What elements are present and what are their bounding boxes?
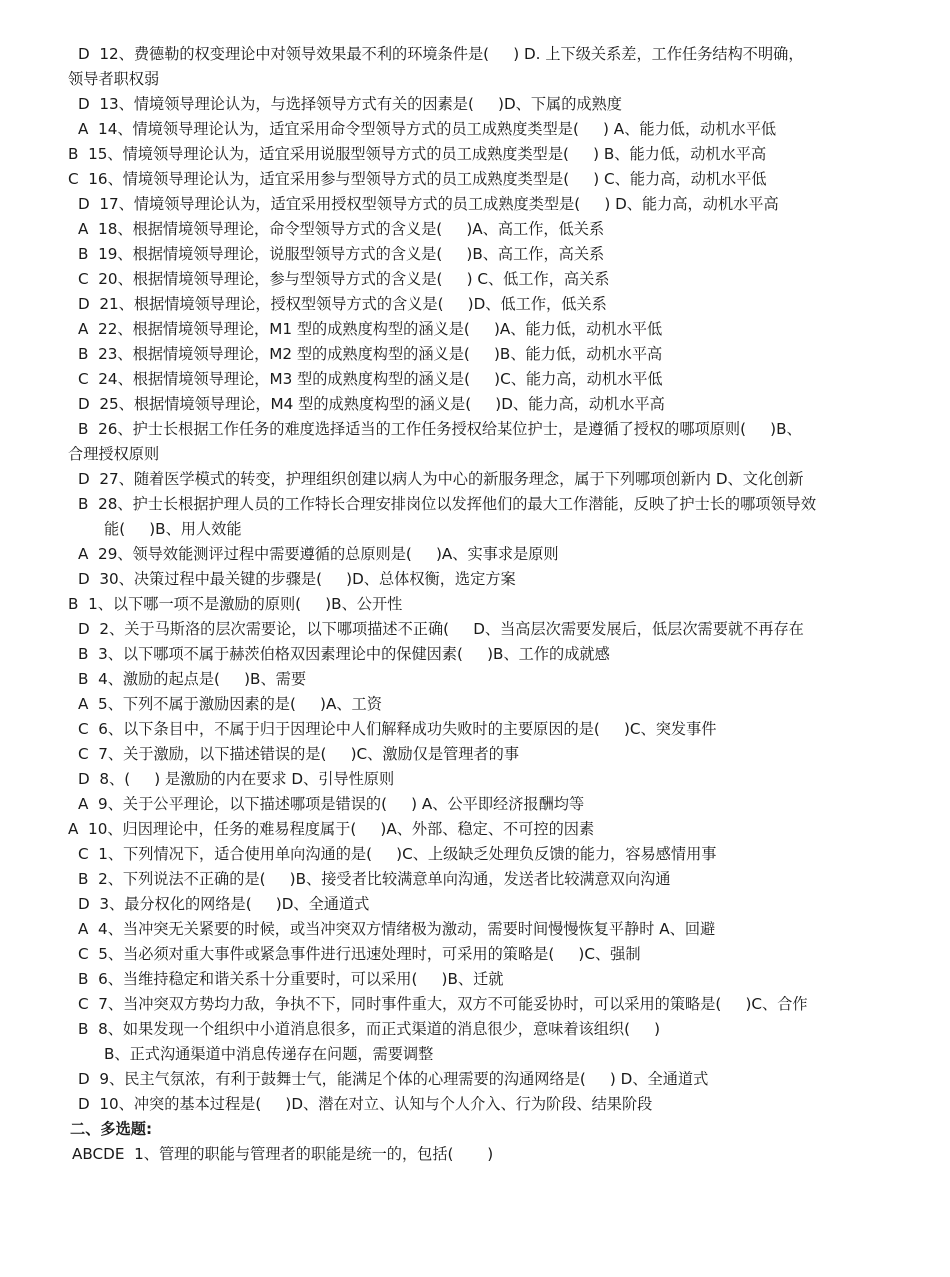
text-line: A 22、根据情境领导理论，M1 型的成熟度构型的涵义是( )A、能力低，动机水平低: [78, 320, 663, 338]
text-line: ABCDE 1、管理的职能与管理者的职能是统一的，包括( ): [72, 1145, 494, 1163]
text-line: C 7、关于激励，以下描述错误的是( )C、激励仅是管理者的事: [78, 745, 520, 763]
text-line: D 2、关于马斯洛的层次需要论，以下哪项描述不正确( D、当高层次需要发展后，低层次需要就不再存在: [78, 620, 804, 638]
text-line: B 6、当维持稳定和谐关系十分重要时，可以采用( )B、迁就: [78, 970, 504, 988]
text-line: A 5、下列不属于激励因素的是( )A、工资: [78, 695, 382, 713]
text-line: 领导者职权弱: [68, 70, 160, 88]
text-line: C 6、以下条目中，不属于归于因理论中人们解释成功失败时的主要原因的是( )C、突发事件: [78, 720, 717, 738]
text-line: D 13、情境领导理论认为，与选择领导方式有关的因素是( )D、下属的成熟度: [78, 95, 622, 113]
text-line: C 24、根据情境领导理论，M3 型的成熟度构型的涵义是( )C、能力高，动机水平低: [78, 370, 663, 388]
text-line: D 21、根据情境领导理论，授权型领导方式的含义是( )D、低工作，低关系: [78, 295, 607, 313]
text-line: D 3、最分权化的网络是( )D、全通道式: [78, 895, 370, 913]
text-line: A 18、根据情境领导理论，命令型领导方式的含义是( )A、高工作，低关系: [78, 220, 605, 238]
text-line: B 19、根据情境领导理论，说服型领导方式的含义是( )B、高工作，高关系: [78, 245, 605, 263]
text-line: A 29、领导效能测评过程中需要遵循的总原则是( )A、实事求是原则: [78, 545, 559, 563]
text-line: 合理授权原则: [68, 445, 160, 463]
text-line: D 27、随着医学模式的转变，护理组织创建以病人为中心的新服务理念，属于下列哪项创新内 D、文化创新: [78, 470, 804, 488]
text-line: B 23、根据情境领导理论，M2 型的成熟度构型的涵义是( )B、能力低，动机水平高: [78, 345, 663, 363]
text-line: A 10、归因理论中，任务的难易程度属于( )A、外部、稳定、不可控的因素: [68, 820, 595, 838]
text-line: B、正式沟通渠道中消息传递存在问题，需要调整: [104, 1045, 434, 1063]
text-line: D 25、根据情境领导理论，M4 型的成熟度构型的涵义是( )D、能力高，动机水平高: [78, 395, 665, 413]
text-line: A 4、当冲突无关紧要的时候，或当冲突双方情绪极为激动，需要时间慢慢恢复平静时 A、回避: [78, 920, 716, 938]
text-line: B 4、激励的起点是( )B、需要: [78, 670, 307, 688]
text-line: B 3、以下哪项不属于赫茨伯格双因素理论中的保健因素( )B、工作的成就感: [78, 645, 610, 663]
text-line: C 20、根据情境领导理论，参与型领导方式的含义是( ) C、低工作，高关系: [78, 270, 610, 288]
text-line: B 2、下列说法不正确的是( )B、接受者比较满意单向沟通，发送者比较满意双向沟通: [78, 870, 671, 888]
text-line: C 1、下列情况下，适合使用单向沟通的是( )C、上级缺乏处理负反馈的能力，容易感情用事: [78, 845, 717, 863]
text-line: A 14、情境领导理论认为，适宜采用命令型领导方式的员工成熟度类型是( ) A、能力低，动机水平低: [78, 120, 777, 138]
text-line: D 30、决策过程中最关键的步骤是( )D、总体权衡，选定方案: [78, 570, 516, 588]
text-line: D 10、冲突的基本过程是( )D、潜在对立、认知与个人介入、行为阶段、结果阶段: [78, 1095, 653, 1113]
text-line: B 28、护士长根据护理人员的工作特长合理安排岗位以发挥他们的最大工作潜能，反映了护士长的哪项领导效: [78, 495, 817, 513]
text-line: C 5、当必须对重大事件或紧急事件进行迅速处理时，可采用的策略是( )C、强制: [78, 945, 641, 963]
text-line: D 9、民主气氛浓，有利于鼓舞士气，能满足个体的心理需要的沟通网络是( ) D、全通道式: [78, 1070, 709, 1088]
text-line: D 8、( ) 是激励的内在要求 D、引导性原则: [78, 770, 395, 788]
text-line: C 7、当冲突双方势均力敌，争执不下，同时事件重大，双方不可能妥协时，可以采用的策略是( )C、合作: [78, 995, 808, 1013]
text-line: B 8、如果发现一个组织中小道消息很多，而正式渠道的消息很少，意味着该组织( ): [78, 1020, 661, 1038]
text-line: D 12、费德勒的权变理论中对领导效果最不利的环境条件是( ) D. 上下级关系差，工作任务结构不明确，: [78, 45, 804, 63]
text-line: C 16、情境领导理论认为，适宜采用参与型领导方式的员工成熟度类型是( ) C、能力高，动机水平低: [68, 170, 767, 188]
text-line: B 1、以下哪一项不是激励的原则( )B、公开性: [68, 595, 403, 613]
text-line: A 9、关于公平理论，以下描述哪项是错误的( ) A、公平即经济报酬均等: [78, 795, 585, 813]
text-line: 能( )B、用人效能: [104, 520, 242, 538]
text-line: B 15、情境领导理论认为，适宜采用说服型领导方式的员工成熟度类型是( ) B、能力低，动机水平高: [68, 145, 767, 163]
text-line: D 17、情境领导理论认为，适宜采用授权型领导方式的员工成熟度类型是( ) D、能力高，动机水平高: [78, 195, 779, 213]
section-heading: 二、多选题:: [70, 1120, 153, 1138]
text-line: B 26、护士长根据工作任务的难度选择适当的工作任务授权给某位护士，是遵循了授权的哪项原则( )B、: [78, 420, 802, 438]
